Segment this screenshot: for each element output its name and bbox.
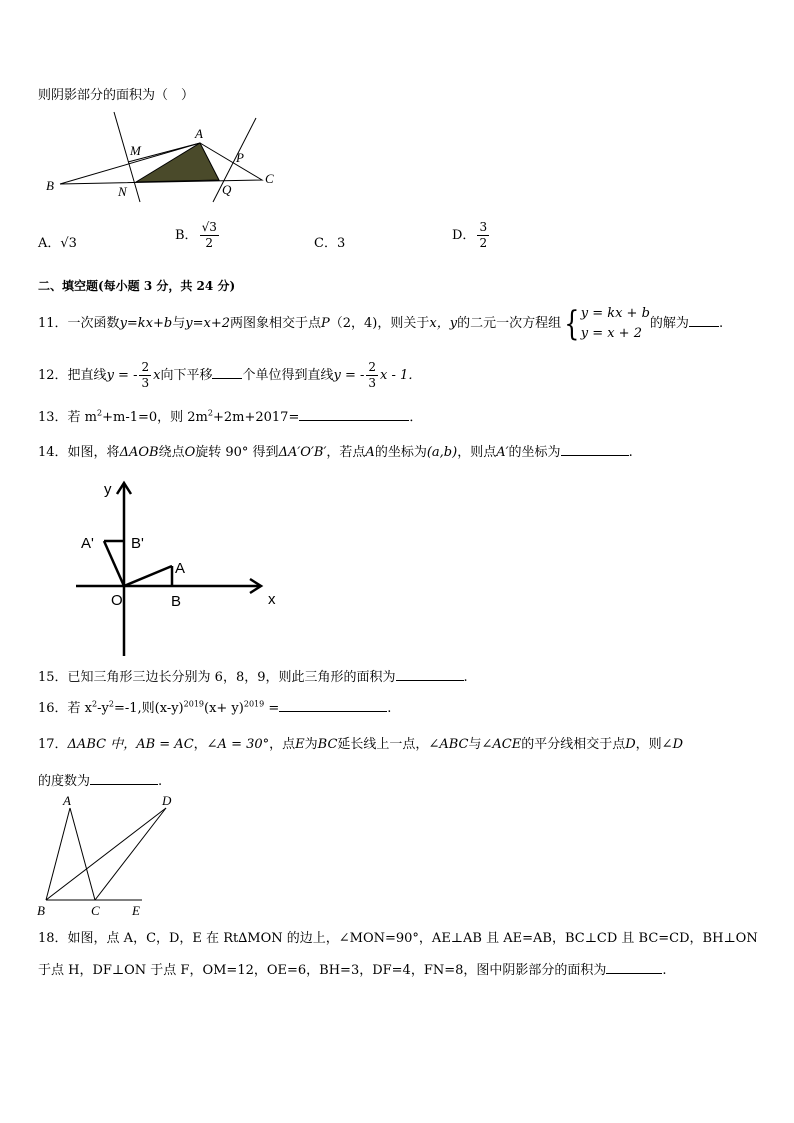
- question-15: 15．已知三角形三边长分别为 6，8，9，则此三角形的面积为 .: [38, 670, 468, 685]
- answer-blank-14[interactable]: [561, 443, 629, 456]
- label-b: B: [171, 593, 182, 610]
- answer-blank-11[interactable]: [689, 314, 719, 327]
- label-c: C: [265, 171, 274, 186]
- answer-blank-17[interactable]: [90, 772, 158, 785]
- question-18: 18．如图，点 A，C，D，E 在 Rt∆MON 的边上，∠MON=90°，AE⊥AB 且 AE=AB，BC⊥CD 且 BC=CD，BH⊥ON: [38, 931, 758, 946]
- answer-blank-16[interactable]: [279, 699, 387, 712]
- segment-ab: [46, 808, 70, 900]
- option-c: C．3: [314, 236, 346, 251]
- label-b: B: [46, 178, 54, 193]
- label-q: Q: [222, 182, 232, 197]
- label-m: M: [130, 143, 141, 158]
- label-a-prime: A': [81, 535, 94, 552]
- label-a: A: [63, 793, 71, 808]
- label-a: A: [175, 560, 186, 577]
- label-x: x: [268, 591, 276, 608]
- option-d: D． $\frac{3}{2}$: [452, 220, 488, 250]
- question-18-line2: 于点 H，DF⊥ON 于点 F，OM=12，OE=6，BH=3，DF=4，FN=8，图中阴影部分的面积为 .: [38, 963, 667, 978]
- label-e: E: [132, 903, 140, 918]
- label-a: A: [195, 126, 203, 141]
- figure-q14: [70, 478, 290, 660]
- line-pq: [213, 118, 256, 202]
- question-17-line2: 的度数为 .: [38, 774, 163, 789]
- figure-q17: [34, 792, 194, 920]
- question-13: 13．若 $m^2+m-1=0$，则 $2m^2+2m+2017=$ ．: [38, 408, 423, 425]
- answer-blank-12[interactable]: [212, 366, 242, 379]
- label-o: O: [111, 592, 123, 609]
- label-y: y: [104, 481, 112, 498]
- segment-oa: [124, 566, 172, 586]
- label-b-prime: B': [131, 535, 144, 552]
- label-n: N: [118, 184, 127, 199]
- option-a: A．√3: [38, 236, 77, 251]
- answer-blank-13[interactable]: [299, 408, 409, 421]
- question-17: 17．ΔABC 中，AB = AC，∠A = 30°，点E为BC延长线上一点，∠ABC与∠ACE的平分线相交于点D，则∠D: [38, 737, 683, 752]
- equation-system: y = kx + b y = x + 2: [580, 305, 650, 341]
- label-b: B: [37, 903, 45, 918]
- question-14: 14．如图，将ΔAOB绕点O旋转 90° 得到ΔA′O′B′，若点A的坐标为(a,b)，则点A′的坐标为 .: [38, 445, 633, 460]
- q10-prompt-tail: 则阴影部分的面积为（ ）: [38, 88, 195, 103]
- segment-oa-prime: [104, 541, 124, 586]
- section-title: 二、填空题(每小题 3 分，共 24 分): [38, 279, 236, 293]
- label-p: P: [236, 150, 244, 165]
- label-d: D: [162, 793, 172, 808]
- question-16: 16．若 $x^2-y^2=-1$,则$(x-y)^{2019}(x+ y)^{2019}$ = .: [38, 699, 392, 716]
- answer-blank-18[interactable]: [606, 961, 662, 974]
- label-c: C: [91, 903, 100, 918]
- option-b: B． $\frac{√3}{2}$: [175, 220, 217, 250]
- question-12: 12．把直线y = - $\frac{2}{3}$ x向下平移 个单位得到直线y = - $\frac{2}{3}$ x - 1．: [38, 360, 422, 390]
- question-11: 11．一次函数y=kx+b与y=x+2两图象相交于点P（2，4)，则关于x，y的二元一次方程组{ y = kx + b y = x + 2 的解为 .: [38, 303, 724, 344]
- answer-blank-15[interactable]: [396, 668, 464, 681]
- equation-brace: {: [564, 303, 580, 344]
- figure-q10: [38, 110, 288, 205]
- segment-ac: [70, 808, 95, 900]
